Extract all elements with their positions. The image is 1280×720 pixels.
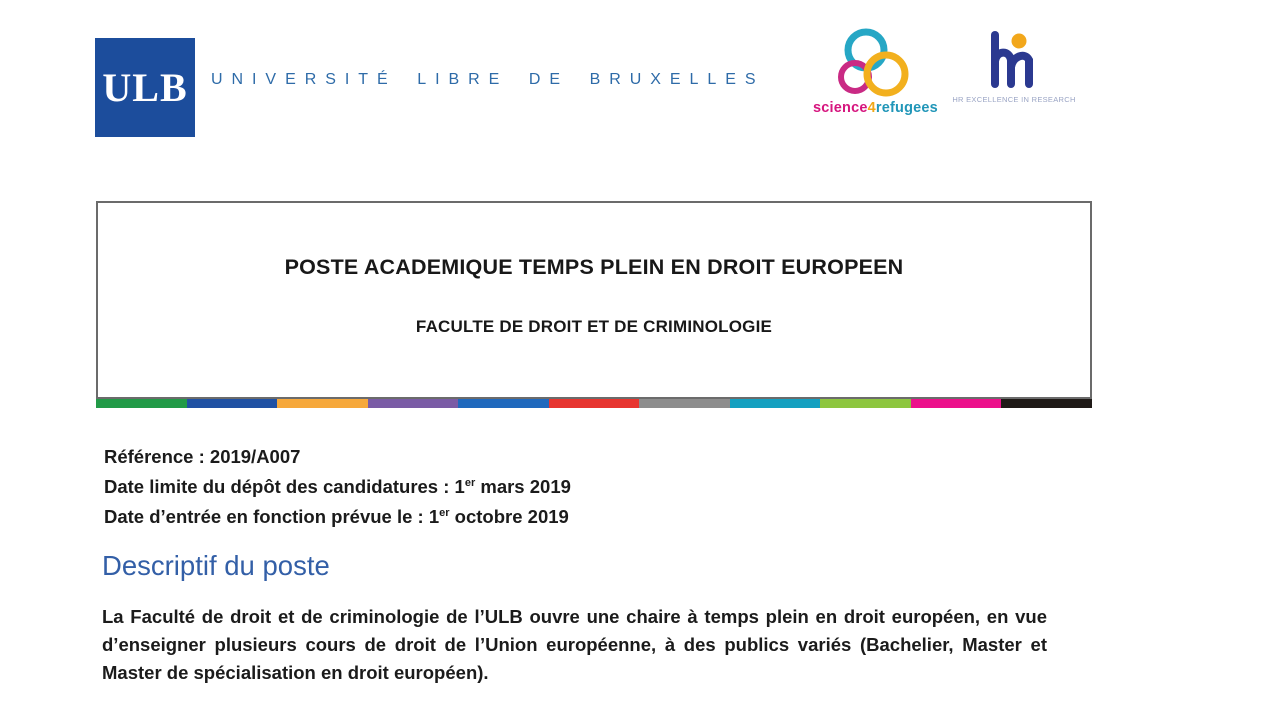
hr-caption: HR EXCELLENCE IN RESEARCH bbox=[952, 95, 1076, 104]
job-title: POSTE ACADEMIQUE TEMPS PLEIN EN DROIT EUROPEEN bbox=[284, 255, 904, 279]
job-title-box bbox=[96, 201, 1092, 399]
color-bar-segment bbox=[187, 399, 278, 408]
s4r-word-science: science bbox=[813, 100, 868, 116]
color-bar-segment bbox=[820, 399, 911, 408]
ordinal-superscript: er bbox=[464, 477, 476, 489]
s4r-word-four: 4 bbox=[867, 100, 876, 116]
color-bar-segment bbox=[96, 399, 187, 408]
job-subtitle: FACULTE DE DROIT ET DE CRIMINOLOGIE bbox=[415, 317, 773, 336]
deadline-line: Date limite du dépôt des candidatures : 1er mars 2019 bbox=[104, 476, 571, 497]
science4refugees-wordmark bbox=[808, 100, 943, 116]
ulb-logo-text: ULB bbox=[102, 65, 188, 110]
reference-line: Référence : 2019/A007 bbox=[104, 446, 301, 467]
hr-excellence-logo bbox=[948, 30, 1080, 104]
color-bar-segment bbox=[639, 399, 730, 408]
hr-person-icon bbox=[985, 30, 1043, 92]
color-bar-segment bbox=[277, 399, 368, 408]
color-bar-segment bbox=[730, 399, 821, 408]
s4r-word-refugees: refugees bbox=[875, 100, 938, 116]
section-heading: Descriptif du poste bbox=[102, 550, 330, 581]
job-description-paragraph: La Faculté de droit et de criminologie de l’ULB ouvre une chaire à temps plein en droit européen, en vue d’enseigner plusieurs cours de droit de l’Union européenne, à des publics variés (Bachelier, Master et Master de spécialisation en droit européen). bbox=[102, 606, 1047, 683]
start-date-line: Date d’entrée en fonction prévue le : 1er octobre 2019 bbox=[104, 506, 569, 527]
color-bar bbox=[96, 399, 1092, 408]
reference-block bbox=[104, 444, 571, 530]
science4refugees-logo bbox=[808, 26, 943, 116]
color-bar-segment bbox=[911, 399, 1002, 408]
color-bar-segment bbox=[458, 399, 549, 408]
science4refugees-rings-icon bbox=[808, 26, 943, 98]
ordinal-superscript: er bbox=[439, 507, 450, 519]
ulb-logo bbox=[95, 38, 195, 137]
university-wordmark: UNIVERSITÉ LIBRE DE BRUXELLES bbox=[211, 71, 765, 88]
color-bar-segment bbox=[1001, 399, 1092, 408]
color-bar-segment bbox=[549, 399, 640, 408]
color-bar-segment bbox=[368, 399, 459, 408]
